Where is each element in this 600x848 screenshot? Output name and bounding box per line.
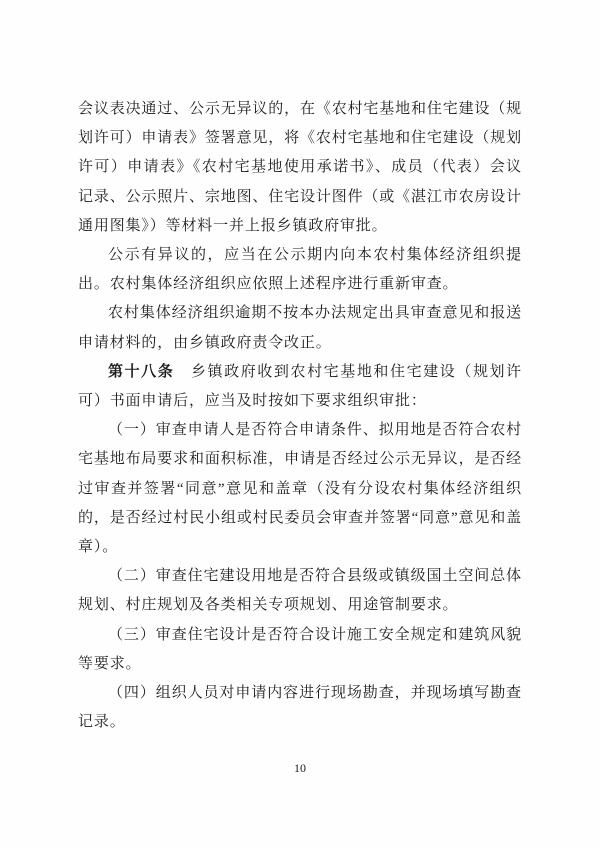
paragraph: 农村集体经济组织逾期不按本办法规定出具审查意见和报送申请材料的，由乡镇政府责令改正。 [78, 305, 522, 351]
paragraph-item-3: （三）审查住宅设计是否符合设计施工安全规定和建筑风貌等要求。 [78, 626, 522, 672]
paragraph-item-4: （四）组织人员对申请内容进行现场勘查，并现场填写勘查记录。 [78, 685, 522, 731]
paragraph-article-18 [78, 358, 522, 416]
paragraph: 公示有异议的，应当在公示期内向本农村集体经济组织提出。农村集体经济组织应依照上述程序进行重新审查。 [78, 247, 522, 293]
document-body [78, 95, 522, 737]
article-number-label: 第十八条 [108, 363, 175, 380]
paragraph-continuation: 会议表决通过、公示无异议的，在《农村宅基地和住宅建设（规划许可）申请表》签署意见，将《农村宅基地和住宅建设（规划许可）申请表》《农村宅基地使用承诺书》、成员（代表）会议记录、公示照片、宗地图、住宅设计图件（或《湛江市农房设计通用图集》）等材料一并上报乡镇政府审批。 [78, 101, 522, 234]
paragraph-item-1: （一）审查申请人是否符合申请条件、拟用地是否符合农村宅基地布局要求和面积标准，申请是否经过公示无异议，是否经过审查并签署“同意”意见和盖章（没有分设农村集体经济组织的，是否经过村民小组或村民委员会审查并签署“同意”意见和盖章）。 [78, 422, 522, 556]
article-text: 乡镇政府收到农村宅基地和住宅建设（规划许可）书面申请后，应当及时按如下要求组织审批： [78, 363, 522, 410]
page-number: 10 [294, 761, 306, 775]
paragraph-item-2: （二）审查住宅建设用地是否符合县级或镇级国土空间总体规划、村庄规划及各类相关专项规划、用途管制要求。 [78, 568, 522, 614]
